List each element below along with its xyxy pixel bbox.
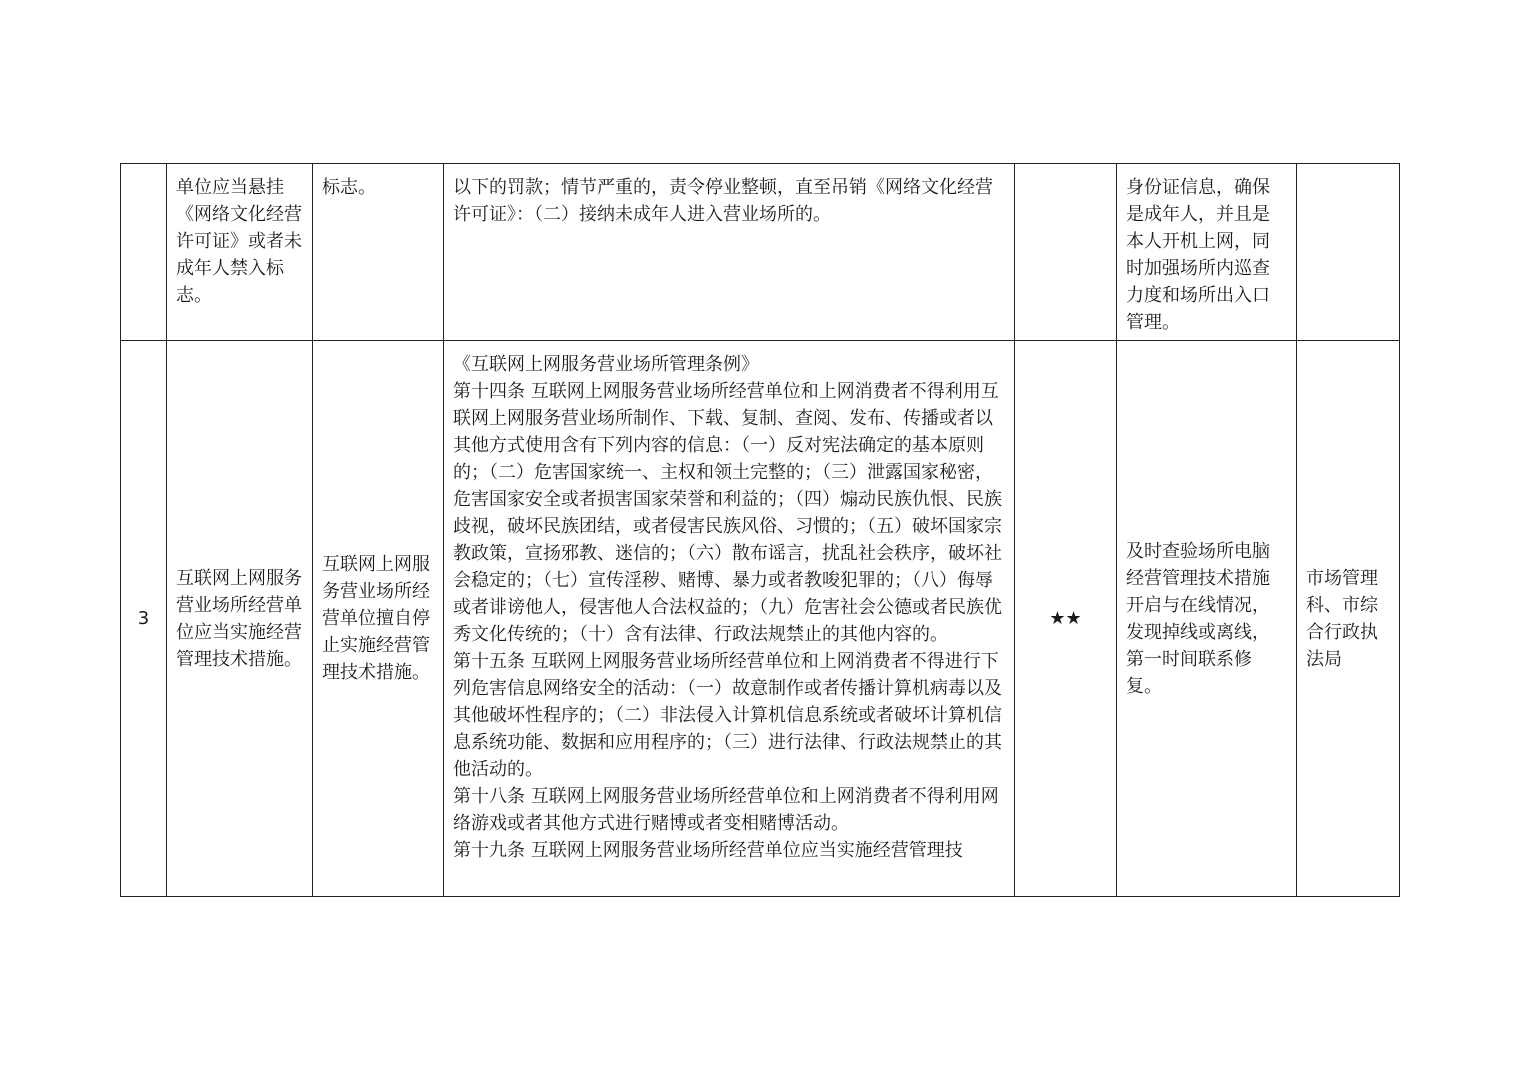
table-row — [121, 341, 1400, 897]
risk-level-stars: ★★ — [1015, 341, 1117, 897]
law-article-19: 第十九条 互联网上网服务营业场所经营单位应当实施经营管理技 — [453, 840, 963, 861]
law-paragraph: 以下的罚款；情节严重的，责令停业整顿，直至吊销《网络文化经营许可证》：（二）接纳未成年人进入营业场所的。 — [453, 177, 993, 225]
requirement-cell: 单位应当悬挂《网络文化经营许可证》或者未成年人禁入标志。 — [167, 164, 313, 341]
risk-level-cell — [1015, 164, 1117, 341]
law-basis-cell — [444, 341, 1015, 897]
law-basis-cell — [444, 164, 1015, 341]
regulation-table — [120, 163, 1400, 897]
department-cell — [1297, 164, 1400, 341]
violation-cell: 标志。 — [313, 164, 444, 341]
law-article-18: 第十八条 互联网上网服务营业场所经营单位和上网消费者不得利用网络游戏或者其他方式进行赌博或者变相赌博活动。 — [453, 786, 999, 834]
row-index-cell: 3 — [121, 341, 167, 897]
control-measure-cell: 身份证信息，确保是成年人，并且是本人开机上网，同时加强场所内巡查力度和场所出入口管理。 — [1117, 164, 1297, 341]
department-cell: 市场管理科、市综合行政执法局 — [1297, 341, 1400, 897]
table-row — [121, 164, 1400, 341]
law-title: 《互联网上网服务营业场所管理条例》 — [453, 354, 759, 375]
law-article-14: 第十四条 互联网上网服务营业场所经营单位和上网消费者不得利用互联网上网服务营业场所制作、下载、复制、查阅、发布、传播或者以其他方式使用含有下列内容的信息：（一）反对宪法确定的基本原则的；（二）危害国家统一、主权和领土完整的；（三）泄露国家秘密，危害国家安全或者损害国家荣誉和利益的；（四）煽动民族仇恨、民族歧视，破坏民族团结，或者侵害民族风俗、习惯的；（五）破坏国家宗教政策，宣扬邪教、迷信的；（六）散布谣言，扰乱社会秩序，破坏社会稳定的；（七）宣传淫秽、赌博、暴力或者教唆犯罪的；（八）侮辱或者诽谤他人，侵害他人合法权益的；（九）危害社会公德或者民族优秀文化传统的；（十）含有法律、行政法规禁止的其他内容的。 — [453, 381, 1002, 645]
row-index-cell — [121, 164, 167, 341]
control-measure-cell: 及时查验场所电脑经营管理技术措施开启与在线情况，发现掉线或离线，第一时间联系修复。 — [1117, 341, 1297, 897]
requirement-cell: 互联网上网服务营业场所经营单位应当实施经营管理技术措施。 — [167, 341, 313, 897]
violation-cell: 互联网上网服务营业场所经营单位擅自停止实施经营管理技术措施。 — [313, 341, 444, 897]
law-article-15: 第十五条 互联网上网服务营业场所经营单位和上网消费者不得进行下列危害信息网络安全的活动：（一）故意制作或者传播计算机病毒以及其他破坏性程序的；（二）非法侵入计算机信息系统或者破坏计算机信息系统功能、数据和应用程序的；（三）进行法律、行政法规禁止的其他活动的。 — [453, 651, 1002, 780]
